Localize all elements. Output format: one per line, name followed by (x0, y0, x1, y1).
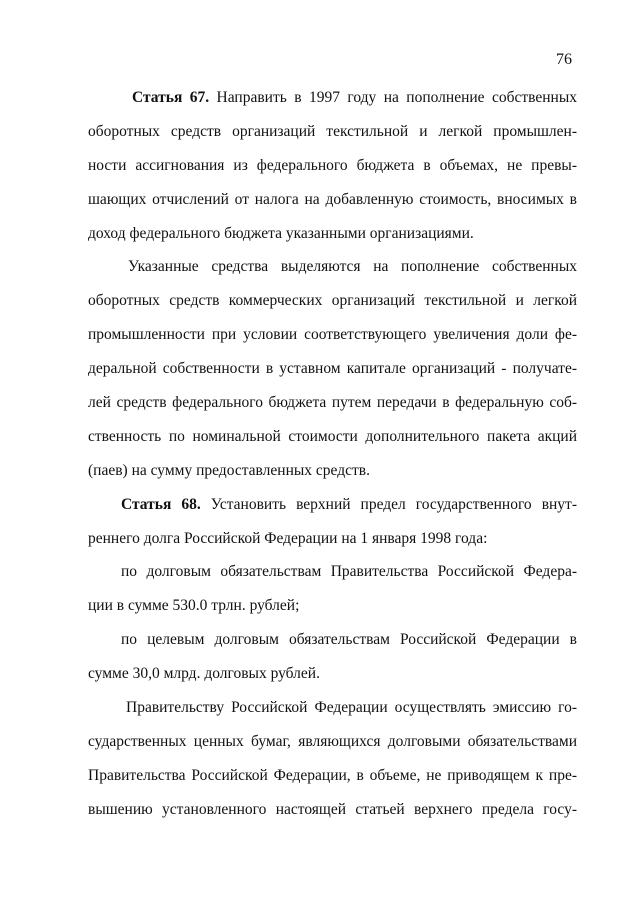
article-67-p2-line-7: (паев) на сумму предоставленных средств. (88, 461, 370, 479)
article-68-line-2: реннего долга Российской Федерации на 1 января 1998 года: (88, 529, 488, 547)
article-67-p2-line-4: деральной собственности в уставном капитале организаций - получате- (88, 360, 577, 378)
article-68-line-1 (88, 488, 577, 522)
article-68-paragraph-4 (88, 691, 577, 827)
article-67-line-1 (88, 81, 577, 115)
article-67-heading: Статья 67. (132, 89, 210, 106)
article-67-line-3: ности ассигнования из федерального бюджета в объемах, не превы- (88, 156, 577, 174)
article-67-p2-line-1: Указанные средства выделяются на пополнение собственных (128, 258, 577, 276)
article-67-paragraph-2 (88, 250, 577, 487)
article-68-p4-line-4: вышению установленного настоящей статьей верхнего предела госу- (88, 800, 577, 818)
article-68-p4-line-1: Правительству Российской Федерации осуществлять эмиссию го- (126, 699, 577, 717)
article-67-line-1-text: Направить в 1997 году на пополнение собственных (209, 89, 578, 106)
article-67-line-5: доход федерального бюджета указанными организациями. (88, 224, 474, 242)
article-68-p3-line-1: по целевым долговым обязательствам Российской Федерации в (121, 631, 577, 649)
document-body (88, 81, 577, 827)
page-number: 76 (556, 51, 572, 68)
article-68-p4-line-3: Правительства Российской Федерации, в объеме, не приводящем к пре- (88, 766, 577, 784)
article-67-p2-line-6: ственность по номинальной стоимости дополнительного пакета акций (88, 427, 577, 445)
article-68-p4-line-2: сударственных ценных бумаг, являющихся долговыми обязательствами (88, 732, 577, 750)
article-68-paragraph-2 (88, 555, 577, 623)
article-67-p2-line-3: промышленности при условии соответствующего увеличения доли фе- (88, 326, 577, 344)
article-68-p3-line-2: сумме 30,0 млрд. долговых рублей. (88, 665, 320, 683)
article-68-line-1-text: Установить верхний предел государственного внут- (200, 495, 577, 513)
article-67-line-2: оборотных средств организаций текстильной и легкой промышлен- (88, 122, 577, 140)
article-68-paragraph-3 (88, 623, 577, 691)
article-68-p2-line-2: ции в сумме 530.0 трлн. рублей; (88, 597, 300, 615)
article-67-paragraph-1 (88, 81, 577, 250)
article-67-p2-line-5: лей средств федерального бюджета путем передачи в федеральную соб- (88, 394, 577, 412)
article-68-heading: Статья 68. (121, 495, 201, 513)
article-68-paragraph-1 (88, 488, 577, 556)
article-67-p2-line-2: оборотных средств коммерческих организаций текстильной и легкой (88, 292, 577, 310)
article-67-line-4: шающих отчислений от налога на добавленную стоимость, вносимых в (88, 190, 577, 208)
article-68-p2-line-1: по долговым обязательствам Правительства Российской Федера- (121, 563, 577, 581)
